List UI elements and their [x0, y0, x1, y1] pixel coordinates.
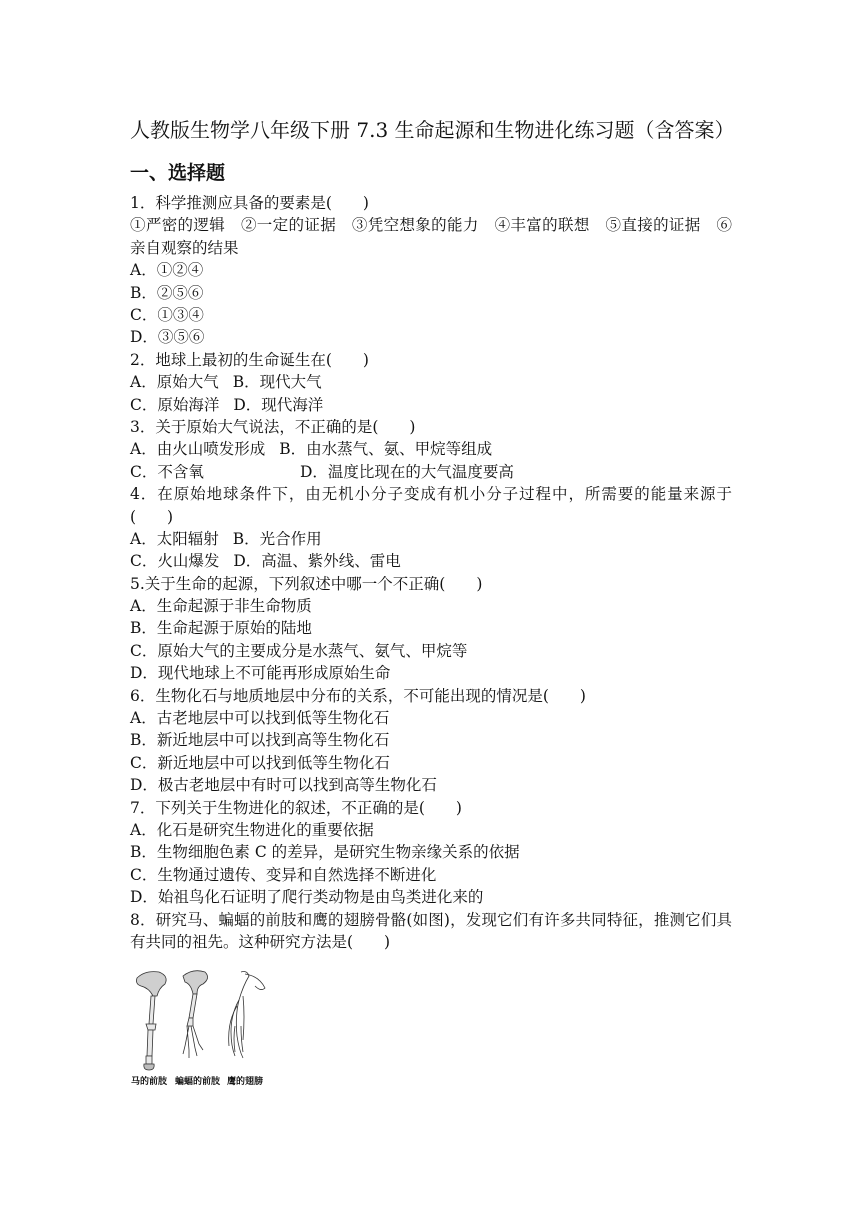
question-3-option-c: C．不含氧	[130, 462, 204, 481]
question-7-stem: 7．下列关于生物进化的叙述，不正确的是( )	[130, 798, 462, 817]
question-7-option-b: B．生物细胞色素 C 的差异，是研究生物亲缘关系的依据	[130, 843, 520, 862]
question-6-stem: 6．生物化石与地质地层中分布的关系，不可能出现的情况是( )	[130, 686, 586, 705]
question-2-option-b: B．现代大气	[232, 373, 322, 392]
question-6-option-d: D．极古老地层中有时可以找到高等生物化石	[130, 776, 437, 795]
question-1-stem: 1．科学推测应具备的要素是( )	[130, 194, 369, 212]
question-4-options-row-2	[130, 550, 732, 572]
limb-bones-figure	[131, 966, 271, 1090]
figure-caption-bat: 蝙蝠的前肢	[175, 1077, 221, 1087]
question-2-option-d: D．现代海洋	[233, 395, 324, 414]
section-heading: 一、选择题	[130, 162, 226, 184]
question-3-option-a: A．由火山喷发形成	[130, 440, 266, 459]
question-5-option-a: A．生命起源于非生命物质	[130, 597, 312, 616]
question-8-stem: 8．研究马、蝙蝠的前肢和鹰的翅膀骨骼(如图)，发现它们有许多共同特征，推测它们具有共同的祖先。这种研究方法是( )	[130, 910, 732, 951]
question-5-option-c: C．原始大气的主要成分是水蒸气、氨气、甲烷等	[130, 641, 468, 660]
question-4-options-row-1	[130, 528, 732, 550]
figure-caption-eagle: 鹰的翅膀	[227, 1077, 264, 1087]
question-2-option-a: A．原始大气	[130, 373, 219, 392]
question-3-options-row-1	[130, 438, 732, 460]
question-4-option-a: A．太阳辐射	[130, 529, 219, 548]
horse-forelimb-drawing	[137, 972, 167, 1070]
question-6-option-a: A．古老地层中可以找到低等生物化石	[130, 709, 390, 728]
question-3-stem: 3．关于原始大气说法，不正确的是( )	[130, 417, 416, 436]
question-3-option-b: B．由水蒸气、氨、甲烷等组成	[279, 440, 493, 459]
eagle-wing-drawing	[229, 972, 265, 1059]
question-1-option-a: A．①②④	[130, 261, 204, 280]
question-4-option-b: B．光合作用	[232, 529, 322, 548]
bat-forelimb-drawing	[183, 971, 208, 1058]
question-5-stem: 5.关于生命的起源，下列叙述中哪一个不正确( )	[130, 574, 483, 593]
question-1-option-c: C．①③④	[130, 305, 204, 324]
question-2-options-row-2	[130, 394, 732, 416]
question-list	[130, 192, 732, 953]
document-title: 人教版生物学八年级下册 7.3 生命起源和生物进化练习题（含答案）	[130, 118, 735, 142]
question-2-options-row-1	[130, 371, 732, 393]
question-1-items: ①严密的逻辑 ②一定的证据 ③凭空想象的能力 ④丰富的联想 ⑤直接的证据 ⑥亲自观察的结果	[130, 216, 732, 257]
question-4-stem: 4．在原始地球条件下，由无机小分子变成有机小分子过程中，所需要的能量来源于( )	[130, 485, 732, 526]
question-3-option-d: D．温度比现在的大气温度要高	[300, 462, 514, 481]
question-7-option-a: A．化石是研究生物进化的重要依据	[130, 821, 374, 839]
question-3-options-row-2	[130, 461, 732, 483]
figure-caption-horse: 马的前肢	[131, 1077, 168, 1087]
question-4-option-d: D．高温、紫外线、雷电	[233, 552, 401, 571]
limb-bones-illustration	[131, 966, 271, 1074]
question-2-option-c: C．原始海洋	[130, 395, 220, 414]
question-1-option-b: B．②⑤⑥	[130, 283, 204, 302]
question-4-option-c: C．火山爆发	[130, 552, 220, 571]
question-7-option-d: D．始祖鸟化石证明了爬行类动物是由鸟类进化来的	[130, 888, 484, 907]
question-6-option-c: C．新近地层中可以找到低等生物化石	[130, 753, 390, 772]
question-7-option-c: C．生物通过遗传、变异和自然选择不断进化	[130, 865, 437, 884]
question-2-stem: 2．地球上最初的生命诞生在( )	[130, 350, 369, 369]
question-6-option-b: B．新近地层中可以找到高等生物化石	[130, 731, 390, 750]
question-5-option-d: D．现代地球上不可能再形成原始生命	[130, 664, 391, 683]
question-1-option-d: D．③⑤⑥	[130, 328, 205, 347]
question-5-option-b: B．生命起源于原始的陆地	[130, 619, 312, 638]
